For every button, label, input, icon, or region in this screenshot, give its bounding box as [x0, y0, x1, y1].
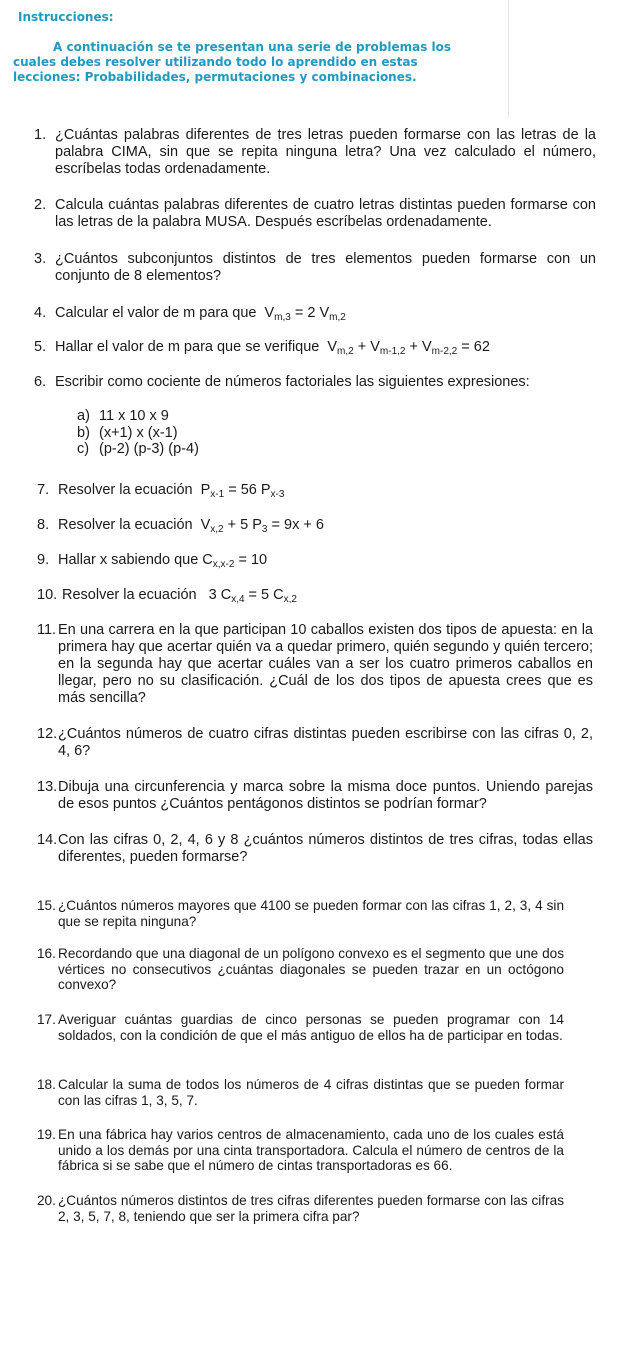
formula-subscript: m,2 [337, 346, 354, 357]
problem-number: 12. [37, 726, 58, 742]
problem-number: 17. [37, 1012, 56, 1027]
problem-text-line [58, 482, 597, 499]
problem-text: En una carrera en la que participan 10 caballos existen dos tipos de apuesta: en la primera hay que acertar quién va a quedar primero, quién segundo y quién tercero; en la segunda hay que acertar cuáles van a ser los cuatro primeros caballos en llegar, pero no su clasificación. ¿Cuál de los dos tipos de apuesta crees que es más sencilla? [58, 622, 593, 706]
formula-subscript: x-1 [210, 489, 225, 500]
formula [327, 339, 490, 355]
formula-part: = 9x + 6 [267, 517, 324, 533]
problem-number: 20. [37, 1193, 56, 1208]
problem-number: 7. [37, 482, 50, 498]
instructions-title: Instrucciones: [18, 10, 114, 24]
formula-subscript: m-1,2 [379, 346, 406, 357]
problem-text: ¿Cuántos números mayores que 4100 se pueden formar con las cifras 1, 2, 3, 4 sin que se repita ninguna? [58, 898, 564, 929]
formula-part: + 5 P [223, 517, 262, 533]
problem-number: 13. [37, 779, 58, 795]
problem-number: 18. [37, 1077, 56, 1092]
problem-number: 4. [34, 305, 47, 321]
problem-number: 3. [34, 251, 47, 267]
problem-text-line [62, 587, 597, 604]
problem-text: Recordando que una diagonal de un polígono convexo es el segmento que une dos vértices no consecutivos ¿cuántas diagonales se pueden trazar en un octógono convexo? [58, 946, 564, 992]
formula-part: = 56 P [224, 482, 271, 498]
problem-text: ¿Cuántos subconjuntos distintos de tres elementos pueden formarse con un conjunto de 8 elementos? [55, 251, 596, 284]
problem-number: 19. [37, 1127, 56, 1142]
problem-text: Calcular el valor de m para que [55, 305, 257, 321]
problem-text: Hallar el valor de m para que se verifique [55, 339, 320, 355]
sublist-label: c) [77, 441, 90, 457]
sublist-expr: (p-2) (p-3) (p-4) [99, 441, 199, 457]
problem-number: 16. [37, 946, 56, 961]
sublist-item [77, 425, 199, 442]
problem-text: Calcular la suma de todos los números de 4 cifras distintas que se pueden formar con las cifras 1, 3, 5, 7. [58, 1077, 564, 1108]
instructions-header [0, 0, 509, 118]
problem-text-line [55, 339, 596, 356]
problem-text: ¿Cuántos números distintos de tres cifras diferentes pueden formarse con las cifras 2, 3, 5, 7, 8, teniendo que ser la primera cifra par? [58, 1193, 564, 1224]
formula-subscript: x,2 [210, 524, 224, 535]
formula-subscript: m,2 [329, 312, 346, 323]
formula-part: = 5 C [244, 587, 284, 603]
formula-subscript: x-3 [270, 489, 285, 500]
problem-number: 10. [37, 587, 58, 603]
problem-number: 8. [37, 517, 50, 533]
formula-part: + V [353, 339, 380, 355]
problem-text: Resolver la ecuación [58, 482, 193, 498]
problem-number: 6. [34, 374, 47, 390]
problem-number: 9. [37, 552, 50, 568]
formula-subscript: m-2,2 [431, 346, 458, 357]
formula-part: + V [405, 339, 432, 355]
sublist-expr: (x+1) x (x-1) [99, 424, 178, 441]
formula-part: C [202, 552, 213, 568]
sublist-item [77, 441, 199, 458]
problem-text: Con las cifras 0, 2, 4, 6 y 8 ¿cuántos números distintos de tres cifras, todas ellas diferentes, pueden formarse? [58, 832, 593, 865]
problem-text: ¿Cuántos números de cuatro cifras distintas pueden escribirse con las cifras 0, 2, 4, 6? [58, 726, 593, 759]
formula-part: 3 C [208, 587, 232, 603]
formula-subscript: 3 [261, 524, 268, 535]
formula-part: V [264, 305, 275, 321]
formula-part: V [200, 517, 211, 533]
problem-text-line [58, 517, 597, 534]
problem-text: Hallar x sabiendo que [58, 552, 199, 568]
problem-text-line [58, 552, 597, 569]
problem-text: Resolver la ecuación [62, 587, 197, 603]
formula-part: P [200, 482, 211, 498]
sublist-label: a) [77, 408, 90, 424]
formula [209, 587, 297, 603]
problem-text: Escribir como cociente de números factoriales las siguientes expresiones: [55, 374, 530, 390]
problem-text: En una fábrica hay varios centros de almacenamiento, cada uno de los cuales está unido a los demás por una cinta transportadora. Calcula el número de centros de la fábrica si se sabe que el número de cintas transportadoras es 66. [58, 1127, 564, 1173]
sublist-item [77, 408, 199, 425]
problem-text-line [55, 305, 596, 322]
problem-text: Resolver la ecuación [58, 517, 193, 533]
problem-number: 5. [34, 339, 47, 355]
problem-text: Averiguar cuántas guardias de cinco personas se pueden programar con 14 soldados, con la condición de que el más antiguo de ellos ha de participar en todas. [58, 1012, 564, 1043]
problem-text: ¿Cuántas palabras diferentes de tres letras pueden formarse con las letras de la palabra CIMA, sin que se repita ninguna letra? Una vez calculado el número, escríbelas todas ordenadamente. [55, 127, 596, 177]
sublist-expr: 11 x 10 x 9 [99, 408, 169, 424]
problem-6-sublist [77, 408, 199, 458]
problem-number: 14. [37, 832, 58, 848]
formula-part: = 10 [234, 552, 268, 568]
problem-number: 15. [37, 898, 56, 913]
problem-number: 1. [34, 127, 47, 143]
instructions-intro: A continuación se te presentan una serie de problemas los cuales debes resolver utilizando todo lo aprendido en estas lecciones: Probabilidades, permutaciones y combinaciones. [13, 40, 452, 84]
sublist-label: b) [77, 424, 90, 441]
formula [265, 305, 346, 321]
formula-part: = 2 V [290, 305, 330, 321]
problem-number: 11. [37, 622, 57, 638]
formula-part: V [327, 339, 338, 355]
formula [201, 482, 285, 498]
problem-text: Calcula cuántas palabras diferentes de cuatro letras distintas pueden formarse con las letras de la palabra MUSA. Después escríbelas ordenadamente. [55, 197, 596, 230]
formula-subscript: x,4 [231, 594, 245, 605]
formula-subscript: x,x-2 [212, 559, 235, 570]
formula-subscript: m,3 [274, 312, 291, 323]
formula-subscript: x,2 [283, 594, 297, 605]
formula [202, 552, 267, 568]
formula-part: = 62 [457, 339, 490, 355]
problem-text: Dibuja una circunferencia y marca sobre la misma doce puntos. Uniendo parejas de esos puntos ¿Cuántos pentágonos distintos se podrían formar? [58, 779, 593, 812]
formula [201, 517, 324, 533]
problem-number: 2. [34, 197, 47, 213]
